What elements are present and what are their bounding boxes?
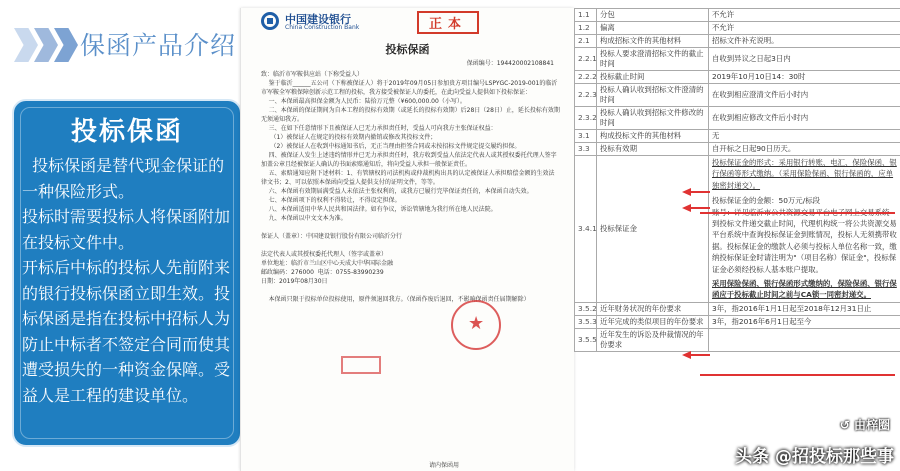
row-content: 3年，指2016年6月1日起至今	[709, 315, 900, 328]
row-no: 3.1	[575, 130, 597, 143]
watermark-text: 头条 @招投标那些事	[735, 447, 894, 467]
row-content: 招标文件补充说明。	[709, 35, 900, 48]
table-row	[575, 22, 900, 35]
row-no: 3.5.2	[575, 302, 597, 315]
red-underline	[690, 191, 710, 193]
info-box-text: 投标保函是替代现金保证的一种保险形式。 投标时需要投标人将保函附加在投标文件中。 开标后中标的投标人先前附来的银行投标保函立即生效。投标保函是指在投标中招标人为防止中标者不签定合同而使其遭受损失的一种资金保障。受益人是工程的建设单位。	[22, 156, 231, 405]
bid-bond-document	[240, 8, 574, 471]
row-content: 自收到异议之日起3日内	[709, 48, 900, 71]
info-box	[12, 99, 242, 447]
bond-content	[709, 156, 900, 303]
row-content: 无	[709, 130, 900, 143]
red-underline	[700, 212, 895, 214]
signature-seal-icon	[341, 356, 381, 374]
row-no: 1.1	[575, 9, 597, 22]
document-body: 致：临沂市军鞍供应站（下称受益人） 鉴于临沂______五公司（下称被保证人）将于2019年09月05日参加贵方项目编号LSPYGC-2019-001的临沂市军鞍全军粮保障创新示范工程的投标，我方接受被保证人的委托，在此向受益人提供如下投标保证： 一、本保函最高担保金额为人民币：陆拾万元整（¥600,000.00（小写）。 二、本保函的保证期间为自本工程的投标有效期（或延长的投标有效期）后28日（28日）止，延长投标有效期无须通知我方。 三、在如下任意情形下且被保证人已无力承担责任时，受益人可向我方主张保证权益： （1）被保证人在规定的投标有效期内撤销或修改其投标文件； （2）被保证人在收到中标通知书后，无正当理由拒签合同或未按招标文件规定提交履约担保。 四、被保证人发生上述违约情形并已无力承担责任时，我方收到受益人依法定代表人或其授权委托代理人签字加盖公章且经被保证人确认的书面索赔通知后，将向受益人承担一般保证责任。 五、索赔通知应附下述材料：1、有管辖权的司法机构或仲裁机构出具的认定被保证人承担赔偿金额的生效法律文书；2、可以依照本保函向受益人提供支付的证明文件，等等。 六、本保函有效期届满受益人未依法主张权利的，或我方已履行完毕保证责任的，本保函自动失效。 七、本保函项下的权利不得转让，不得设定担保。 八、本保函适用中华人民共和国法律。如有争议，诉讼管辖地为我行所在地人民法院。 九、本保函以中文文本为准。 保证人（盖章）：中国建设银行股份有限公司临沂分行 法定代表人或其授权委托代理人（签字或盖章） 单位地址：临沂市兰山区中心天成大中华国际金融 邮政编码：276000 电话：0755-83990239 日期：2019年08月30日 本保函只限于投标单位投标使用，原件须退回我方。（保函作废后退回，不影响保函责任届期解除）	[261, 71, 560, 303]
row-no: 3.5.3	[575, 315, 597, 328]
bond-number: 保函编号：194420002108841	[466, 60, 554, 67]
row-item: 偏离	[597, 22, 709, 35]
bond-sealing-text: 采用保险保函、银行保函形式缴纳的，保险保函、银行保函应于投标截止时间之前与CA锁一同密封递交。	[712, 279, 897, 300]
bank-logo-icon	[261, 12, 279, 30]
table-row	[575, 84, 900, 107]
row-content: 3年，指2016年1月1日起至2018年12月31日止	[709, 302, 900, 315]
row-no: 2.2.3	[575, 84, 597, 107]
table-row	[575, 48, 900, 71]
original-stamp: 正本	[417, 11, 479, 34]
row-content: 不允许	[709, 9, 900, 22]
row-content	[709, 328, 900, 351]
row-no: 3.5.5	[575, 328, 597, 351]
row-no: 2.1	[575, 35, 597, 48]
row-no: 2.2.2	[575, 71, 597, 84]
row-item: 投标人确认收到招标文件澄清的时间	[597, 84, 709, 107]
row-content: 不允许	[709, 22, 900, 35]
row-no: 1.2	[575, 22, 597, 35]
row-item: 投标保证金	[597, 156, 709, 303]
red-underline	[690, 207, 710, 209]
red-underline	[700, 374, 895, 376]
tender-clause-table	[574, 8, 900, 352]
row-no: 3.4.1	[575, 156, 597, 303]
table-row-bond	[575, 156, 900, 303]
row-item: 近年财务状况的年份要求	[597, 302, 709, 315]
row-item: 投标截止时间	[597, 71, 709, 84]
row-item: 投标有效期	[597, 143, 709, 156]
bank-name: 中国建设银行	[285, 13, 351, 26]
table-row	[575, 71, 900, 84]
row-item: 投标人要求澄清招标文件的截止时间	[597, 48, 709, 71]
row-item: 构成投标文件的其他材料	[597, 130, 709, 143]
row-no: 3.3	[575, 143, 597, 156]
table-row	[575, 35, 900, 48]
table-row	[575, 143, 900, 156]
bank-name-en: China Construction Bank	[285, 24, 360, 31]
row-no: 2.2.1	[575, 48, 597, 71]
bond-amount-text: 投标保证金的金额：50万元/标段 到投标文件递交截止时间，代理机构统一将公共资源交易平台系统中查询投标保证金到账情况，投标人无须携带收据。投标保证金的缴款人必须与投标人单位名称一致，缴纳投标保证金时请注明为"（项目名称）保证金"，投标保证金必须经投标人基本账户提取。	[712, 196, 897, 274]
table-row	[575, 302, 900, 315]
table-row	[575, 9, 900, 22]
row-item: 近年完成的类似项目的年份要求	[597, 315, 709, 328]
header-chevron-icon	[14, 28, 38, 62]
row-item: 构成招标文件的其他材料	[597, 35, 709, 48]
table-row	[575, 315, 900, 328]
row-content: 2019年10月10日14：30时	[709, 71, 900, 84]
bond-form-text: 投标保证金的形式：采用银行转账、电汇、保险保函、银行保函等形式缴纳。（采用保险保函、银行保函的，应单独密封递交）。	[712, 158, 897, 190]
row-content: 自开标之日起90日历天。	[709, 143, 900, 156]
row-item: 近年发生的诉讼及仲裁情况的年份要求	[597, 328, 709, 351]
row-content: 在收到相应澄清文件后小时内	[709, 84, 900, 107]
slide-title: 保函产品介绍	[80, 31, 237, 60]
row-no: 2.3.2	[575, 107, 597, 130]
row-item: 投标人确认收到招标文件修改的时间	[597, 107, 709, 130]
row-content: 在收到相应修改文件后小时内	[709, 107, 900, 130]
watermark-badge: ↺ 由梓圈	[839, 418, 890, 432]
table-row	[575, 130, 900, 143]
red-underline	[690, 354, 710, 356]
table-row	[575, 107, 900, 130]
bank-seal-icon	[451, 300, 501, 350]
info-box-title: 投标保函	[70, 117, 183, 147]
document-footer: 请内保函用	[429, 462, 460, 469]
document-title: 投标保函	[385, 43, 430, 56]
table-row	[575, 328, 900, 351]
row-item: 分包	[597, 9, 709, 22]
